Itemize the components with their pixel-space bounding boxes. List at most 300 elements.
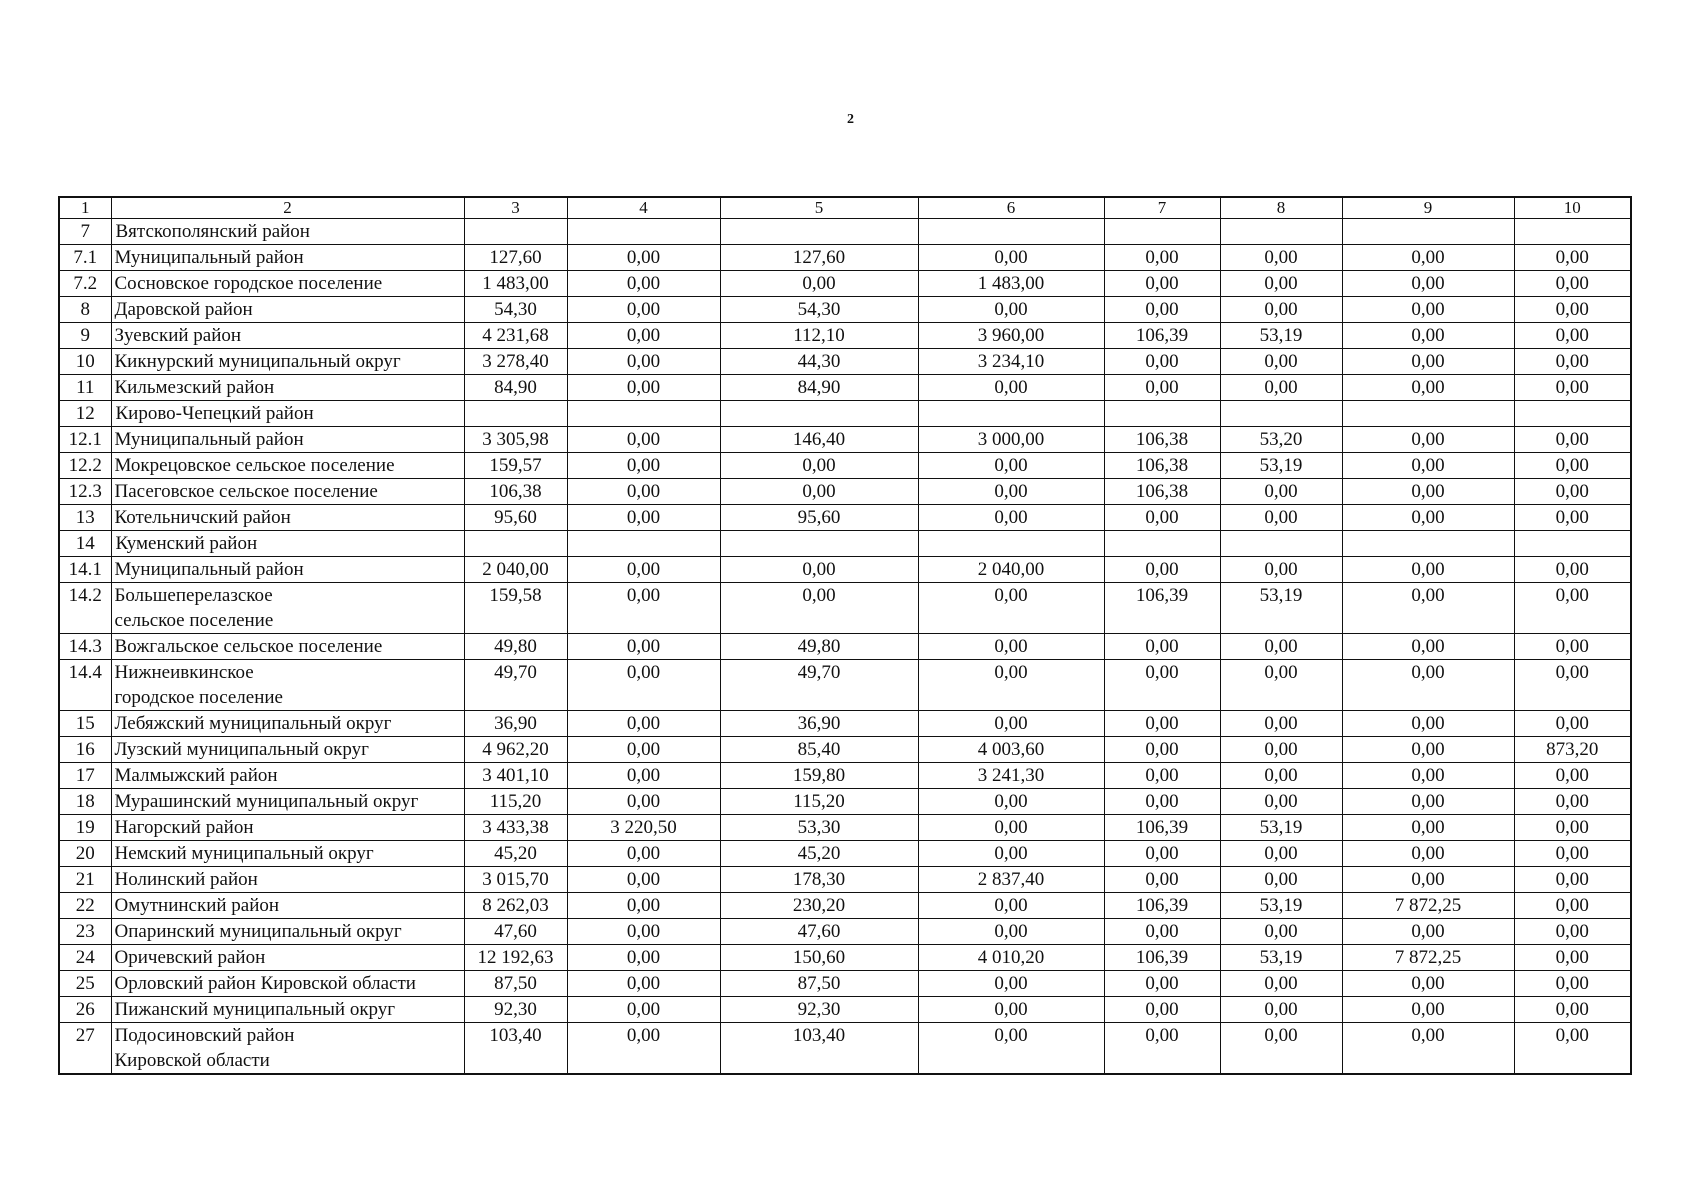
value-cell: 0,00: [1514, 919, 1631, 945]
value-cell: 0,00: [1220, 297, 1342, 323]
value-cell: 0,00: [918, 660, 1104, 711]
value-cell: 0,00: [1342, 711, 1514, 737]
value-cell: 150,60: [720, 945, 918, 971]
value-cell: 49,80: [464, 634, 567, 660]
value-cell: 0,00: [1104, 375, 1220, 401]
value-cell: 0,00: [918, 375, 1104, 401]
row-number: 12.1: [59, 427, 111, 453]
value-cell: 0,00: [1220, 505, 1342, 531]
value-cell: 146,40: [720, 427, 918, 453]
value-cell: 87,50: [720, 971, 918, 997]
value-cell: [567, 531, 720, 557]
value-cell: 0,00: [1220, 867, 1342, 893]
value-cell: 0,00: [1514, 841, 1631, 867]
value-cell: 0,00: [1514, 453, 1631, 479]
value-cell: 0,00: [567, 375, 720, 401]
value-cell: 0,00: [567, 997, 720, 1023]
row-number: 25: [59, 971, 111, 997]
value-cell: 0,00: [1514, 660, 1631, 711]
value-cell: [1342, 219, 1514, 245]
municipality-name-line: Лузский муниципальный округ: [114, 739, 369, 760]
value-cell: 0,00: [1514, 375, 1631, 401]
value-cell: 53,20: [1220, 427, 1342, 453]
value-cell: 106,39: [1104, 815, 1220, 841]
value-cell: 106,39: [1104, 323, 1220, 349]
table-row: [59, 1023, 1631, 1075]
value-cell: 87,50: [464, 971, 567, 997]
value-cell: 0,00: [1342, 271, 1514, 297]
value-cell: 230,20: [720, 893, 918, 919]
table-row: [59, 401, 1631, 427]
value-cell: [464, 401, 567, 427]
municipality-name-line: Оричевский район: [114, 947, 266, 968]
table-row: [59, 271, 1631, 297]
value-cell: 0,00: [1342, 763, 1514, 789]
value-cell: 0,00: [1104, 505, 1220, 531]
value-cell: [464, 219, 567, 245]
table-row: [59, 867, 1631, 893]
value-cell: [1104, 401, 1220, 427]
value-cell: [567, 219, 720, 245]
value-cell: 53,19: [1220, 815, 1342, 841]
value-cell: 0,00: [1104, 737, 1220, 763]
municipality-name-line: Зуевский район: [114, 325, 242, 346]
municipality-name-line: Мокрецовское сельское поселение: [114, 455, 395, 476]
row-number: 19: [59, 815, 111, 841]
row-number: 20: [59, 841, 111, 867]
value-cell: 2 040,00: [918, 557, 1104, 583]
table-row: [59, 245, 1631, 271]
municipality-name-line: Муниципальный район: [114, 247, 304, 268]
municipality-name: [111, 971, 464, 997]
row-number: 14.2: [59, 583, 111, 634]
table-row: [59, 505, 1631, 531]
row-number: 27: [59, 1023, 111, 1075]
value-cell: 53,19: [1220, 945, 1342, 971]
value-cell: 0,00: [1342, 919, 1514, 945]
value-cell: 103,40: [720, 1023, 918, 1075]
municipality-name-line: Кировской области: [114, 1050, 270, 1071]
municipality-name: [111, 997, 464, 1023]
value-cell: 0,00: [1220, 841, 1342, 867]
table-row: [59, 763, 1631, 789]
municipality-name: [111, 660, 464, 711]
value-cell: 0,00: [1220, 349, 1342, 375]
value-cell: 3 278,40: [464, 349, 567, 375]
row-number: 11: [59, 375, 111, 401]
value-cell: 0,00: [720, 271, 918, 297]
value-cell: [1104, 219, 1220, 245]
value-cell: 0,00: [1104, 634, 1220, 660]
value-cell: 106,38: [1104, 453, 1220, 479]
row-number: 12: [59, 401, 111, 427]
value-cell: 106,39: [1104, 583, 1220, 634]
value-cell: 0,00: [1104, 1023, 1220, 1075]
value-cell: 0,00: [1220, 660, 1342, 711]
value-cell: 0,00: [1514, 971, 1631, 997]
value-cell: 0,00: [918, 583, 1104, 634]
value-cell: 127,60: [720, 245, 918, 271]
table-row: [59, 479, 1631, 505]
value-cell: 4 231,68: [464, 323, 567, 349]
table-row: [59, 375, 1631, 401]
value-cell: 0,00: [567, 427, 720, 453]
municipality-name: [111, 531, 464, 557]
value-cell: 0,00: [1342, 297, 1514, 323]
table-row: [59, 349, 1631, 375]
municipality-name: [111, 711, 464, 737]
column-header: 3: [464, 197, 567, 219]
value-cell: 0,00: [1514, 893, 1631, 919]
row-number: 22: [59, 893, 111, 919]
value-cell: 0,00: [720, 583, 918, 634]
value-cell: 0,00: [720, 453, 918, 479]
value-cell: 106,38: [1104, 479, 1220, 505]
value-cell: 0,00: [567, 711, 720, 737]
value-cell: 3 433,38: [464, 815, 567, 841]
value-cell: 0,00: [1104, 867, 1220, 893]
municipality-name-line: Нолинский район: [114, 869, 258, 890]
value-cell: 0,00: [1104, 789, 1220, 815]
column-header: 9: [1342, 197, 1514, 219]
value-cell: 0,00: [1342, 453, 1514, 479]
table-body: [59, 219, 1631, 1075]
value-cell: 0,00: [567, 1023, 720, 1075]
value-cell: 0,00: [1104, 711, 1220, 737]
value-cell: 47,60: [464, 919, 567, 945]
value-cell: 0,00: [567, 789, 720, 815]
value-cell: 0,00: [918, 1023, 1104, 1075]
municipality-name-line: Кильмезский район: [114, 377, 275, 398]
value-cell: 8 262,03: [464, 893, 567, 919]
value-cell: 0,00: [567, 660, 720, 711]
value-cell: 0,00: [1220, 737, 1342, 763]
municipality-name: [111, 737, 464, 763]
row-number: 26: [59, 997, 111, 1023]
value-cell: 0,00: [1104, 349, 1220, 375]
value-cell: 7 872,25: [1342, 893, 1514, 919]
row-number: 7.2: [59, 271, 111, 297]
value-cell: 106,39: [1104, 893, 1220, 919]
municipality-name: [111, 375, 464, 401]
value-cell: 159,80: [720, 763, 918, 789]
row-number: 14.1: [59, 557, 111, 583]
value-cell: 0,00: [1342, 815, 1514, 841]
value-cell: 0,00: [1514, 945, 1631, 971]
value-cell: 159,58: [464, 583, 567, 634]
value-cell: 0,00: [567, 634, 720, 660]
value-cell: 0,00: [1514, 815, 1631, 841]
value-cell: [1514, 219, 1631, 245]
table-row: [59, 945, 1631, 971]
value-cell: 53,19: [1220, 583, 1342, 634]
value-cell: 54,30: [464, 297, 567, 323]
value-cell: 0,00: [567, 297, 720, 323]
value-cell: 0,00: [1220, 971, 1342, 997]
municipality-name-line: Лебяжский муниципальный округ: [114, 713, 392, 734]
value-cell: 45,20: [720, 841, 918, 867]
municipality-name: [111, 297, 464, 323]
table-header-row: [59, 197, 1631, 219]
value-cell: 0,00: [918, 971, 1104, 997]
municipality-name: [111, 219, 464, 245]
municipality-name-line: Вятскополянский район: [115, 221, 310, 242]
value-cell: 0,00: [567, 945, 720, 971]
value-cell: 0,00: [1104, 557, 1220, 583]
column-header: 4: [567, 197, 720, 219]
municipality-name: [111, 557, 464, 583]
value-cell: 0,00: [1220, 634, 1342, 660]
value-cell: 2 040,00: [464, 557, 567, 583]
value-cell: 3 305,98: [464, 427, 567, 453]
municipality-name: [111, 505, 464, 531]
value-cell: 3 234,10: [918, 349, 1104, 375]
value-cell: 0,00: [1342, 479, 1514, 505]
table-row: [59, 583, 1631, 634]
table-row: [59, 789, 1631, 815]
value-cell: 0,00: [918, 711, 1104, 737]
value-cell: 0,00: [1342, 660, 1514, 711]
municipality-name: [111, 945, 464, 971]
value-cell: 178,30: [720, 867, 918, 893]
value-cell: 103,40: [464, 1023, 567, 1075]
value-cell: 0,00: [918, 919, 1104, 945]
row-number: 16: [59, 737, 111, 763]
table-row: [59, 893, 1631, 919]
value-cell: 0,00: [1220, 271, 1342, 297]
municipality-name-line: Пижанский муниципальный округ: [114, 999, 396, 1020]
value-cell: 0,00: [918, 893, 1104, 919]
value-cell: 0,00: [567, 919, 720, 945]
value-cell: 0,00: [1342, 789, 1514, 815]
value-cell: 0,00: [567, 323, 720, 349]
value-cell: 49,70: [464, 660, 567, 711]
value-cell: 0,00: [567, 867, 720, 893]
municipality-name: [111, 634, 464, 660]
value-cell: 0,00: [1104, 660, 1220, 711]
municipality-name: [111, 763, 464, 789]
value-cell: 0,00: [1514, 427, 1631, 453]
municipality-name: [111, 453, 464, 479]
table-row: [59, 971, 1631, 997]
value-cell: 0,00: [1342, 997, 1514, 1023]
value-cell: 0,00: [918, 453, 1104, 479]
value-cell: 0,00: [1220, 919, 1342, 945]
value-cell: 0,00: [1104, 297, 1220, 323]
value-cell: 2 837,40: [918, 867, 1104, 893]
value-cell: 53,19: [1220, 453, 1342, 479]
table-row: [59, 427, 1631, 453]
value-cell: 0,00: [1514, 867, 1631, 893]
municipality-name: [111, 427, 464, 453]
value-cell: 0,00: [1342, 971, 1514, 997]
row-number: 7: [59, 219, 111, 245]
value-cell: 0,00: [1342, 375, 1514, 401]
municipality-name: [111, 401, 464, 427]
row-number: 15: [59, 711, 111, 737]
value-cell: 95,60: [464, 505, 567, 531]
value-cell: 0,00: [567, 737, 720, 763]
value-cell: 0,00: [1342, 841, 1514, 867]
value-cell: 0,00: [1220, 479, 1342, 505]
column-header: 8: [1220, 197, 1342, 219]
value-cell: [464, 531, 567, 557]
municipality-name-line: Мурашинский муниципальный округ: [114, 791, 419, 812]
municipality-name-line: Кирово-Чепецкий район: [115, 403, 314, 424]
page-number: 2: [847, 112, 854, 127]
table-row: [59, 711, 1631, 737]
municipality-name-line: Кикнурский муниципальный округ: [114, 351, 401, 372]
value-cell: 0,00: [567, 349, 720, 375]
value-cell: 0,00: [1220, 711, 1342, 737]
municipality-name-line: Котельничский район: [114, 507, 291, 528]
municipality-name: [111, 1023, 464, 1075]
municipality-name: [111, 479, 464, 505]
value-cell: 0,00: [1220, 1023, 1342, 1075]
value-cell: 0,00: [567, 893, 720, 919]
value-cell: 84,90: [720, 375, 918, 401]
value-cell: 0,00: [1514, 763, 1631, 789]
value-cell: 12 192,63: [464, 945, 567, 971]
row-number: 8: [59, 297, 111, 323]
row-number: 24: [59, 945, 111, 971]
municipality-name-line: Пасеговское сельское поселение: [114, 481, 378, 502]
row-number: 18: [59, 789, 111, 815]
table-row: [59, 815, 1631, 841]
value-cell: 0,00: [918, 634, 1104, 660]
row-number: 10: [59, 349, 111, 375]
column-header: 7: [1104, 197, 1220, 219]
value-cell: 0,00: [918, 789, 1104, 815]
value-cell: 3 960,00: [918, 323, 1104, 349]
column-header: 6: [918, 197, 1104, 219]
municipality-name: [111, 789, 464, 815]
value-cell: 112,10: [720, 323, 918, 349]
value-cell: 0,00: [567, 245, 720, 271]
municipality-name-line: Большеперелазское: [114, 585, 273, 606]
value-cell: 36,90: [720, 711, 918, 737]
value-cell: 7 872,25: [1342, 945, 1514, 971]
value-cell: [1104, 531, 1220, 557]
table-row: [59, 737, 1631, 763]
value-cell: 0,00: [567, 557, 720, 583]
value-cell: 0,00: [918, 479, 1104, 505]
table-row: [59, 297, 1631, 323]
value-cell: 0,00: [567, 505, 720, 531]
value-cell: 115,20: [720, 789, 918, 815]
value-cell: 0,00: [1342, 1023, 1514, 1075]
value-cell: 49,80: [720, 634, 918, 660]
row-number: 12.3: [59, 479, 111, 505]
value-cell: 0,00: [1104, 919, 1220, 945]
value-cell: 0,00: [1514, 297, 1631, 323]
value-cell: 0,00: [567, 453, 720, 479]
table-row: [59, 919, 1631, 945]
row-number: 14.4: [59, 660, 111, 711]
municipality-name-line: Нижнеивкинское: [114, 662, 254, 683]
table-container: [58, 196, 1632, 1075]
row-number: 9: [59, 323, 111, 349]
value-cell: 0,00: [1514, 271, 1631, 297]
value-cell: 0,00: [1220, 557, 1342, 583]
value-cell: 53,30: [720, 815, 918, 841]
value-cell: 53,19: [1220, 893, 1342, 919]
value-cell: 0,00: [1514, 997, 1631, 1023]
value-cell: 0,00: [1104, 245, 1220, 271]
value-cell: 0,00: [1104, 763, 1220, 789]
municipality-name-line: Подосиновский район: [114, 1025, 295, 1046]
value-cell: 127,60: [464, 245, 567, 271]
municipality-name-line: Даровской район: [114, 299, 253, 320]
municipality-name-line: Вожгальское сельское поселение: [114, 636, 383, 657]
value-cell: 0,00: [567, 763, 720, 789]
table-row: [59, 531, 1631, 557]
value-cell: 0,00: [567, 583, 720, 634]
value-cell: 0,00: [1342, 583, 1514, 634]
value-cell: 0,00: [1220, 763, 1342, 789]
row-number: 13: [59, 505, 111, 531]
value-cell: 44,30: [720, 349, 918, 375]
value-cell: 106,38: [464, 479, 567, 505]
value-cell: [567, 401, 720, 427]
value-cell: 0,00: [1342, 349, 1514, 375]
value-cell: [1342, 531, 1514, 557]
row-number: 21: [59, 867, 111, 893]
value-cell: 4 962,20: [464, 737, 567, 763]
value-cell: 0,00: [1342, 323, 1514, 349]
value-cell: 49,70: [720, 660, 918, 711]
value-cell: 3 241,30: [918, 763, 1104, 789]
value-cell: 0,00: [1514, 245, 1631, 271]
municipality-name-line: городское поселение: [114, 687, 283, 708]
value-cell: 95,60: [720, 505, 918, 531]
municipality-name-line: Опаринский муниципальный округ: [114, 921, 402, 942]
column-header: 5: [720, 197, 918, 219]
row-number: 23: [59, 919, 111, 945]
municipality-name-line: Нагорский район: [114, 817, 254, 838]
value-cell: 54,30: [720, 297, 918, 323]
column-header: 1: [59, 197, 111, 219]
municipality-name-line: Омутнинский район: [114, 895, 280, 916]
value-cell: [720, 531, 918, 557]
value-cell: 0,00: [720, 557, 918, 583]
value-cell: [1220, 219, 1342, 245]
value-cell: 0,00: [1220, 997, 1342, 1023]
value-cell: [720, 219, 918, 245]
value-cell: 0,00: [1514, 1023, 1631, 1075]
table-row: [59, 557, 1631, 583]
value-cell: 92,30: [464, 997, 567, 1023]
table-row: [59, 634, 1631, 660]
value-cell: 0,00: [1342, 505, 1514, 531]
value-cell: 159,57: [464, 453, 567, 479]
municipality-name-line: Сосновское городское поселение: [114, 273, 383, 294]
value-cell: 3 000,00: [918, 427, 1104, 453]
value-cell: 0,00: [918, 505, 1104, 531]
table-row: [59, 219, 1631, 245]
value-cell: 0,00: [1104, 271, 1220, 297]
municipality-name: [111, 867, 464, 893]
municipality-name-line: Муниципальный район: [114, 559, 304, 580]
value-cell: 0,00: [720, 479, 918, 505]
municipality-name: [111, 583, 464, 634]
value-cell: 0,00: [918, 297, 1104, 323]
value-cell: 47,60: [720, 919, 918, 945]
value-cell: 115,20: [464, 789, 567, 815]
row-number: 17: [59, 763, 111, 789]
value-cell: 0,00: [1342, 737, 1514, 763]
row-number: 14: [59, 531, 111, 557]
